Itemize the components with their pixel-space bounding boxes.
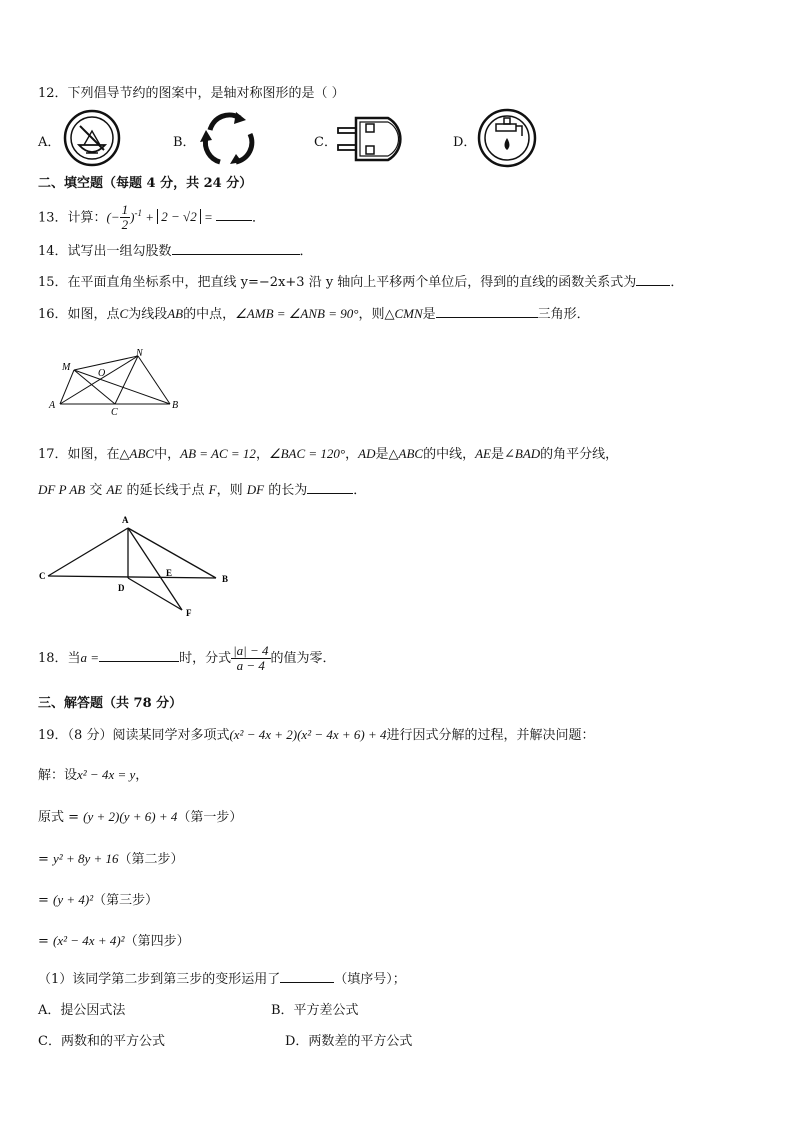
q19-polynomial: (x² − 4x + 2)(x² − 4x + 6) + 4 (229, 727, 387, 742)
q17-equation-ab-ac: AB = AC = 12 (180, 446, 256, 461)
q16-segment-ab: AB (167, 306, 184, 321)
q17-segment-df-2: DF (246, 482, 265, 497)
recycle-icon (196, 108, 260, 168)
question-18 (38, 640, 336, 676)
q16-text-2: 为线段 (128, 307, 168, 322)
q18-numerator: |a| − 4 (233, 643, 269, 658)
q14-text: 14．试写出一组勾股数 (38, 244, 172, 259)
q19-original-label: 原式 = (38, 810, 84, 825)
q19-option-d: D．两数差的平方公式 (285, 1034, 413, 1049)
q19-step-2-eq: = (38, 852, 54, 867)
q19-step-1 (38, 806, 242, 825)
q19-step-let (38, 764, 148, 783)
q16-answer-blank[interactable] (436, 305, 538, 318)
q19-sub-question-1 (38, 968, 406, 987)
q19-step-3 (38, 889, 158, 908)
q19-let-label: 解：设 (38, 768, 78, 783)
fig16-label-n: N (136, 348, 143, 359)
q18-answer-blank[interactable] (99, 649, 179, 662)
q16-text-3: 的中点， (183, 307, 236, 322)
meal-saving-icon (62, 109, 122, 167)
fig16-label-a: A (49, 400, 56, 411)
q17-text-4: ， (345, 447, 359, 462)
question-17-line-1 (38, 443, 618, 462)
q13-equals: = (200, 209, 216, 225)
q19-substitution: x² − 4x = y (77, 767, 136, 782)
q17-text-10: 的延长线于点 (122, 483, 209, 498)
q19-step-1-note: （第一步） (177, 810, 243, 825)
q13-denominator: 2 (121, 217, 129, 233)
figure-17 (36, 512, 236, 622)
q17-text-12: 的长为 (264, 483, 308, 498)
fig17-label-d: D (118, 583, 125, 593)
q13-exponent: -1 (134, 208, 142, 218)
q17-text-6: 的中线， (423, 447, 476, 462)
q19-step-2 (38, 848, 184, 867)
q14-answer-blank[interactable] (172, 242, 300, 255)
question-14 (38, 240, 313, 259)
q16-triangle-cmn: CMN (394, 306, 423, 321)
q17-segment-ad: AD (358, 446, 376, 461)
q17-text-3: ， (255, 447, 269, 462)
q18-fraction (231, 644, 270, 673)
q12-option-b-label: B． (173, 135, 196, 150)
q19-step-3-expr: (y + 4)² (53, 892, 94, 907)
figure-16 (46, 344, 196, 418)
q15-end: ． (670, 275, 684, 290)
q19-let-comma: ， (135, 768, 149, 783)
q15-answer-blank[interactable] (636, 273, 670, 286)
fig17-label-c: C (39, 571, 46, 581)
question-16 (38, 303, 590, 322)
q18-text-1: 18．当 (38, 651, 81, 666)
q12-option-a-label: A． (38, 135, 61, 150)
q16-text-4: ，则△ (358, 307, 395, 322)
q15-text: 15．在平面直角坐标系中，把直线 y=−2x+3 沿 y 轴向上平移两个单位后，得到的直线的函数关系式为 (38, 275, 637, 290)
q17-triangle-abc-2: ABC (398, 446, 424, 461)
q16-angle-condition: ∠AMB = ∠ANB = 90° (235, 306, 359, 321)
q16-text-1: 16．如图，点 (38, 307, 120, 322)
q19-step-4-expr: (x² − 4x + 4)² (53, 933, 125, 948)
fig17-label-b: B (222, 574, 229, 584)
q17-text-1: 17．如图，在△ (38, 447, 130, 462)
question-12-stem: 12．下列倡导节约的图案中，是轴对称图形的是（ ） (38, 86, 345, 101)
question-17-line-2 (38, 479, 366, 498)
q19-step-3-eq: = (38, 893, 54, 908)
q19-sub1-answer-blank[interactable] (280, 970, 334, 983)
q17-text-2: 中， (154, 447, 181, 462)
section-3-heading: 三、解答题（共 78 分） (38, 696, 183, 711)
q17-answer-blank[interactable] (307, 481, 353, 494)
q18-text-end: 的值为零． (270, 651, 336, 666)
water-tap-icon (476, 108, 538, 168)
q13-end: ． (251, 210, 265, 226)
q12-option-c-label: C． (314, 135, 337, 150)
fig16-label-o: O (98, 368, 106, 379)
q19-option-a: A．提公因式法 (38, 1003, 126, 1018)
q17-text-5: 是△ (375, 447, 399, 462)
q16-point-c: C (119, 306, 129, 321)
fig17-label-e: E (166, 568, 173, 578)
q19-sub1-end: （填序号）； (334, 972, 406, 987)
section-2-heading: 二、填空题（每题 4 分，共 24 分） (38, 176, 253, 191)
q17-triangle-abc: ABC (129, 446, 155, 461)
q14-end: ． (299, 244, 313, 259)
q19-option-b: B．平方差公式 (271, 1003, 359, 1018)
q19-step-4-eq: = (38, 934, 54, 949)
q17-text-7: 是∠ (490, 447, 515, 462)
fig16-label-c: C (111, 407, 118, 418)
q16-text-end: 三角形． (537, 307, 590, 322)
q17-text-11: ，则 (216, 483, 247, 498)
q19-step-1-expr: (y + 2)(y + 6) + 4 (83, 809, 178, 824)
q19-step-2-note: （第二步） (118, 852, 184, 867)
q18-denominator: a − 4 (236, 658, 265, 673)
fig17-label-f: F (186, 608, 192, 618)
q19-step-2-expr: y² + 8y + 16 (53, 851, 119, 866)
fig16-label-m: M (62, 362, 71, 373)
q13-answer-blank[interactable] (216, 208, 252, 221)
q17-segment-df: DF (38, 482, 56, 497)
power-plug-icon (336, 112, 418, 166)
q17-angle-bac: ∠BAC = 120° (268, 446, 346, 461)
q17-angle-bad: BAD (514, 446, 541, 461)
q16-text-5: 是 (422, 307, 436, 322)
q13-fraction (120, 203, 131, 232)
fig16-label-b: B (172, 400, 179, 411)
q13-numerator: 1 (121, 202, 129, 218)
q17-point-f: F (208, 482, 217, 497)
q13-paren-open: (− (106, 209, 120, 225)
q17-segment-ae: AE (475, 446, 491, 461)
q19-step-4-note: （第四步） (124, 934, 190, 949)
q17-parallel-symbol: P (55, 482, 70, 497)
q13-abs-value: 2 − √2 (157, 209, 200, 224)
question-19-stem (38, 724, 595, 743)
q18-variable-a: a = (80, 650, 100, 665)
q19-text-2: 进行因式分解的过程，并解决问题： (386, 728, 595, 743)
q19-text-1: 19．（8 分）阅读某同学对多项式 (38, 728, 230, 743)
fig17-label-a: A (122, 515, 129, 525)
q19-sub1-text: （1）该同学第二步到第三步的变形运用了 (38, 972, 281, 987)
question-15 (38, 271, 683, 290)
q13-plus: + (142, 209, 158, 225)
q13-paren-close: ) (130, 209, 135, 225)
q19-step-3-note: （第三步） (93, 893, 159, 908)
q17-text-8: 的角平分线， (540, 447, 619, 462)
q19-option-c: C．两数和的平方公式 (38, 1034, 165, 1049)
q17-segment-ae-2: AE (106, 482, 123, 497)
q13-prefix: 13．计算： (38, 210, 107, 226)
q18-text-2: 时，分式 (179, 651, 232, 666)
q17-end: ． (353, 483, 367, 498)
q17-segment-ab: AB (69, 482, 86, 497)
q17-text-9: 交 (85, 483, 107, 498)
question-13 (38, 198, 265, 233)
q12-option-d-label: D． (453, 135, 477, 150)
q19-step-4 (38, 930, 190, 949)
